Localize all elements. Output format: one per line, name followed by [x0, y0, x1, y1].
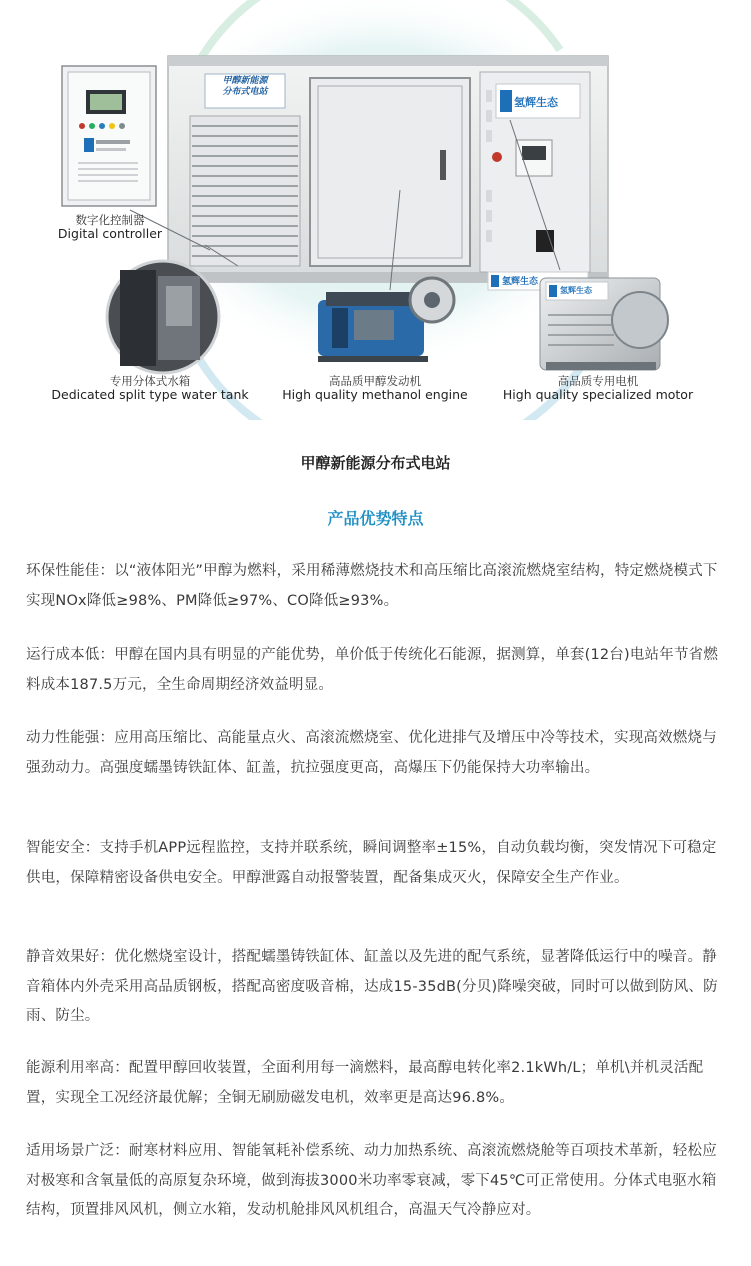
generator-container — [130, 56, 608, 290]
caption-zh: 高品质专用电机 — [557, 374, 639, 388]
product-hero-image — [0, 0, 751, 420]
brand-logo-panel: 氢辉生态 — [514, 96, 558, 109]
paragraph-operating-cost: 运行成本低：甲醇在国内具有明显的产能优势，单价低于传统化石能源，据测算，单套(12台)电站年节省燃料成本187.5万元，全生命周期经济效益明显。 — [26, 647, 719, 693]
digital-controller-illustration — [62, 66, 156, 206]
brand-logo-strip: 氢辉生态 — [502, 277, 539, 287]
caption-en: High quality specialized motor — [502, 387, 694, 402]
paragraph-applications: 适用场景广泛：耐寒材料应用、智能氧耗补偿系统、动力加热系统、高滚流燃烧舱等百项技术革新，轻松应对极寒和含氧量低的高原复杂环境，做到海拔3000米功率零衰减，零下45℃可正常使用。分体式电驱水箱结构，顶置排风风机，侧立水箱，发动机舱排风风机组合，高温天气冷静应对。 — [26, 1143, 717, 1218]
caption-water-tank — [50, 374, 250, 402]
caption-zh: 数字化控制器 — [75, 213, 145, 227]
caption-motor — [498, 374, 698, 402]
paragraph-energy-efficiency: 能源利用率高：配置甲醇回收装置，全面利用每一滴燃料，最高醇电转化率2.1kWh/L；单机\并机灵活配置，实现全工况经济最优解；全铜无刷励磁发电机，效率更是高达96.8%。 — [26, 1060, 704, 1106]
paragraph-environmental: 环保性能佳：以“液体阳光”甲醇为燃料，采用稀薄燃烧技术和高压缩比高滚流燃烧室结构，特定燃烧模式下实现NOx降低≥98%、PM降低≥97%、CO降低≥93%。 — [26, 563, 718, 609]
caption-zh: 专用分体式水箱 — [109, 374, 191, 388]
paragraph-power-performance: 动力性能强：应用高压缩比、高能量点火、高滚流燃烧室、优化进排气及增压中冷等技术，实现高效燃烧与强劲动力。高强度蠕墨铸铁缸体、缸盖，抗拉强度更高，高爆压下仍能保持大功率输出。 — [26, 730, 717, 776]
caption-methanol-engine — [280, 374, 470, 402]
caption-zh: 高品质甲醇发动机 — [329, 374, 421, 388]
paragraph-silence: 静音效果好：优化燃烧室设计，搭配蠕墨铸铁缸体、缸盖以及先进的配气系统，显著降低运行中的噪音。静音箱体内外壳采用高品质钢板，搭配高密度吸音棉，达成15-35dB(分贝)降噪突破，同时可以做到防风、防雨、防尘。 — [26, 949, 718, 1024]
container-label — [207, 76, 283, 98]
caption-digital-controller — [40, 213, 180, 241]
caption-en: Dedicated split type water tank — [51, 387, 249, 402]
container-label-line1: 甲醇新能源 — [222, 76, 268, 86]
section-subtitle: 产品优势特点 — [327, 509, 424, 528]
container-label-line2: 分布式电站 — [222, 87, 268, 97]
caption-en: High quality methanol engine — [282, 387, 468, 402]
brand-logo-motor: 氢辉生态 — [560, 286, 592, 295]
caption-en: Digital controller — [57, 226, 163, 241]
water-tank-illustration — [107, 261, 219, 373]
paragraph-smart-safety: 智能安全：支持手机APP远程监控，支持并联系统，瞬间调整率±15%，自动负载均衡，突发情况下可稳定供电，保障精密设备供电安全。甲醇泄露自动报警装置，配备集成灭火，保障安全生产作业。 — [26, 840, 717, 886]
page-title: 甲醇新能源分布式电站 — [300, 454, 451, 472]
